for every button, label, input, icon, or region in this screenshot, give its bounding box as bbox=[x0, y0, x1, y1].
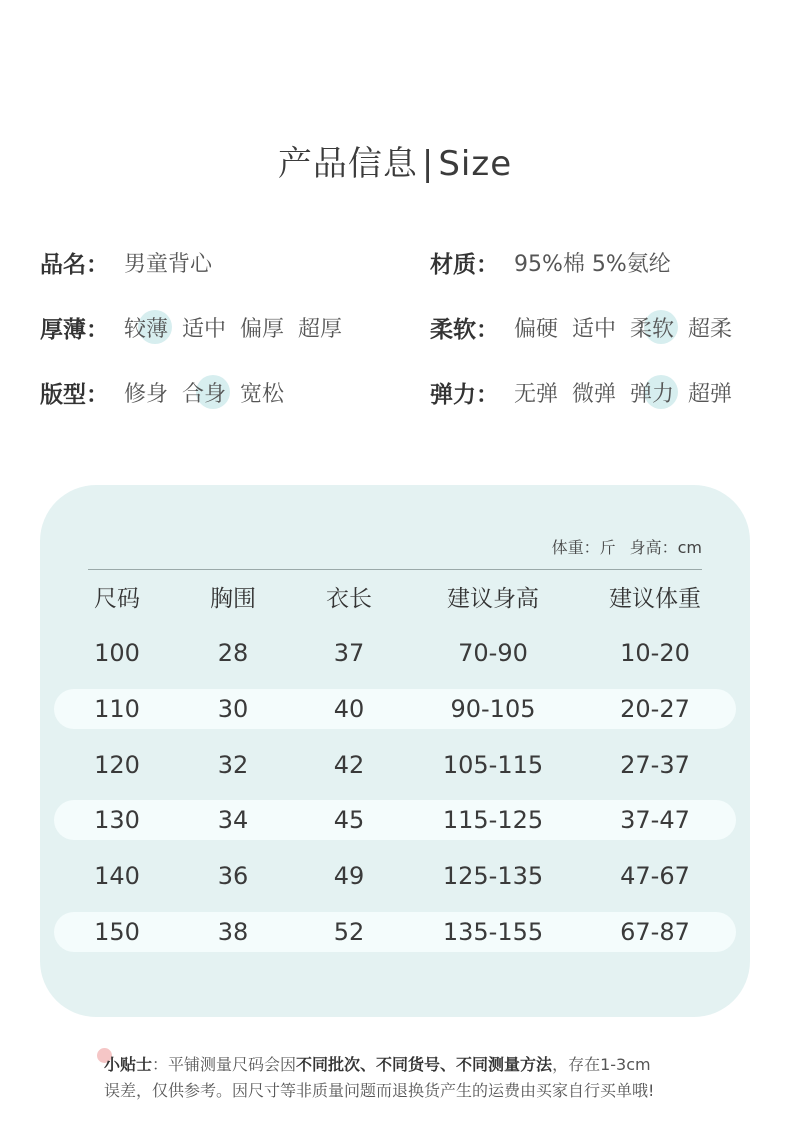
units-weight: 体重：斤 bbox=[551, 538, 616, 557]
option-soft: 柔软 bbox=[630, 312, 674, 343]
option-slight-stretch: 微弹 bbox=[572, 381, 617, 407]
units-note bbox=[538, 535, 702, 558]
title-divider: | bbox=[421, 144, 435, 184]
cell-size: 110 bbox=[94, 695, 140, 723]
header-chest: 胸围 bbox=[210, 586, 256, 612]
attr-elasticity-options bbox=[514, 377, 746, 408]
tip-line-2: 误差，仅供参考。因尺寸等非质量问题而退换货产生的运费由买家自行买单哦! bbox=[104, 1081, 655, 1100]
cell-height: 105-115 bbox=[442, 751, 544, 779]
table-row bbox=[54, 856, 736, 896]
cell-height: 125-135 bbox=[442, 862, 544, 890]
option-moderate: 适中 bbox=[572, 316, 617, 342]
tip-line-1 bbox=[104, 1052, 654, 1078]
cell-length: 45 bbox=[333, 806, 365, 834]
table-divider bbox=[88, 569, 702, 570]
attr-softness-label: 柔软： bbox=[430, 316, 499, 343]
units-height: 身高：cm bbox=[629, 538, 702, 557]
attr-material-value: 95%棉 5%氨纶 bbox=[514, 251, 671, 277]
cell-length: 42 bbox=[333, 751, 365, 779]
cell-size: 140 bbox=[94, 862, 140, 890]
attr-name-label: 品名： bbox=[40, 251, 109, 278]
cell-weight: 20-27 bbox=[620, 695, 690, 723]
attr-softness bbox=[430, 307, 746, 347]
attr-thickness-label: 厚薄： bbox=[40, 316, 109, 343]
attr-softness-options bbox=[514, 312, 746, 343]
table-row bbox=[54, 745, 736, 785]
title-en: Size bbox=[438, 144, 513, 184]
tip-label: 小贴士 bbox=[104, 1055, 153, 1074]
option-thin: 较薄 bbox=[124, 312, 168, 343]
attr-fit bbox=[40, 372, 298, 412]
option-slim: 修身 bbox=[124, 381, 169, 407]
cell-weight: 67-87 bbox=[620, 918, 690, 946]
table-row bbox=[54, 633, 736, 673]
header-length: 衣长 bbox=[326, 586, 372, 612]
option-thick: 偏厚 bbox=[240, 316, 285, 342]
cell-length: 40 bbox=[333, 695, 365, 723]
cell-chest: 32 bbox=[217, 751, 249, 779]
cell-length: 49 bbox=[333, 862, 365, 890]
cell-size: 100 bbox=[94, 639, 140, 667]
attr-elasticity-label: 弹力： bbox=[430, 381, 499, 408]
header-size: 尺码 bbox=[94, 586, 140, 612]
size-table-panel bbox=[40, 485, 750, 1017]
page-title bbox=[0, 136, 790, 185]
cell-size: 130 bbox=[94, 806, 140, 834]
option-hard: 偏硬 bbox=[514, 316, 559, 342]
attr-thickness bbox=[40, 307, 356, 347]
cell-chest: 28 bbox=[217, 639, 249, 667]
attr-name-value: 男童背心 bbox=[124, 251, 213, 277]
header-weight: 建议体重 bbox=[609, 586, 701, 612]
cell-length: 52 bbox=[333, 918, 365, 946]
option-regular: 合身 bbox=[182, 377, 226, 408]
cell-length: 37 bbox=[333, 639, 365, 667]
option-medium: 适中 bbox=[182, 316, 227, 342]
cell-chest: 30 bbox=[217, 695, 249, 723]
header-height: 建议身高 bbox=[447, 586, 539, 612]
cell-weight: 47-67 bbox=[620, 862, 690, 890]
attr-material-label: 材质： bbox=[430, 251, 499, 278]
option-extra-soft: 超柔 bbox=[688, 316, 733, 342]
cell-size: 120 bbox=[94, 751, 140, 779]
cell-weight: 27-37 bbox=[620, 751, 690, 779]
cell-chest: 36 bbox=[217, 862, 249, 890]
tip-colon: ： bbox=[152, 1055, 169, 1074]
cell-chest: 38 bbox=[217, 918, 249, 946]
cell-chest: 34 bbox=[217, 806, 249, 834]
attr-fit-label: 版型： bbox=[40, 381, 109, 408]
cell-height: 115-125 bbox=[442, 806, 544, 834]
option-loose: 宽松 bbox=[240, 381, 285, 407]
attr-thickness-options bbox=[124, 312, 356, 343]
tip-text-2: ，存在1-3cm bbox=[552, 1055, 651, 1074]
attr-material bbox=[430, 242, 671, 282]
cell-weight: 10-20 bbox=[620, 639, 690, 667]
cell-size: 150 bbox=[94, 918, 140, 946]
tip-text-1: 平铺测量尺码会因 bbox=[168, 1055, 297, 1074]
table-row bbox=[54, 912, 736, 952]
table-row bbox=[54, 800, 736, 840]
title-cn: 产品信息 bbox=[277, 144, 418, 184]
cell-weight: 37-47 bbox=[620, 806, 690, 834]
option-no-stretch: 无弹 bbox=[514, 381, 559, 407]
option-super-stretch: 超弹 bbox=[688, 381, 733, 407]
cell-height: 90-105 bbox=[450, 695, 536, 723]
attr-fit-options bbox=[124, 377, 298, 408]
attr-elasticity bbox=[430, 372, 746, 412]
table-header bbox=[54, 579, 736, 619]
tip-note bbox=[104, 1052, 654, 1104]
attr-name bbox=[40, 242, 212, 282]
cell-height: 70-90 bbox=[458, 639, 528, 667]
option-extra-thick: 超厚 bbox=[298, 316, 343, 342]
option-stretch: 弹力 bbox=[630, 377, 674, 408]
table-row bbox=[54, 689, 736, 729]
tip-bold: 不同批次、不同货号、不同测量方法 bbox=[296, 1055, 553, 1074]
cell-height: 135-155 bbox=[442, 918, 544, 946]
